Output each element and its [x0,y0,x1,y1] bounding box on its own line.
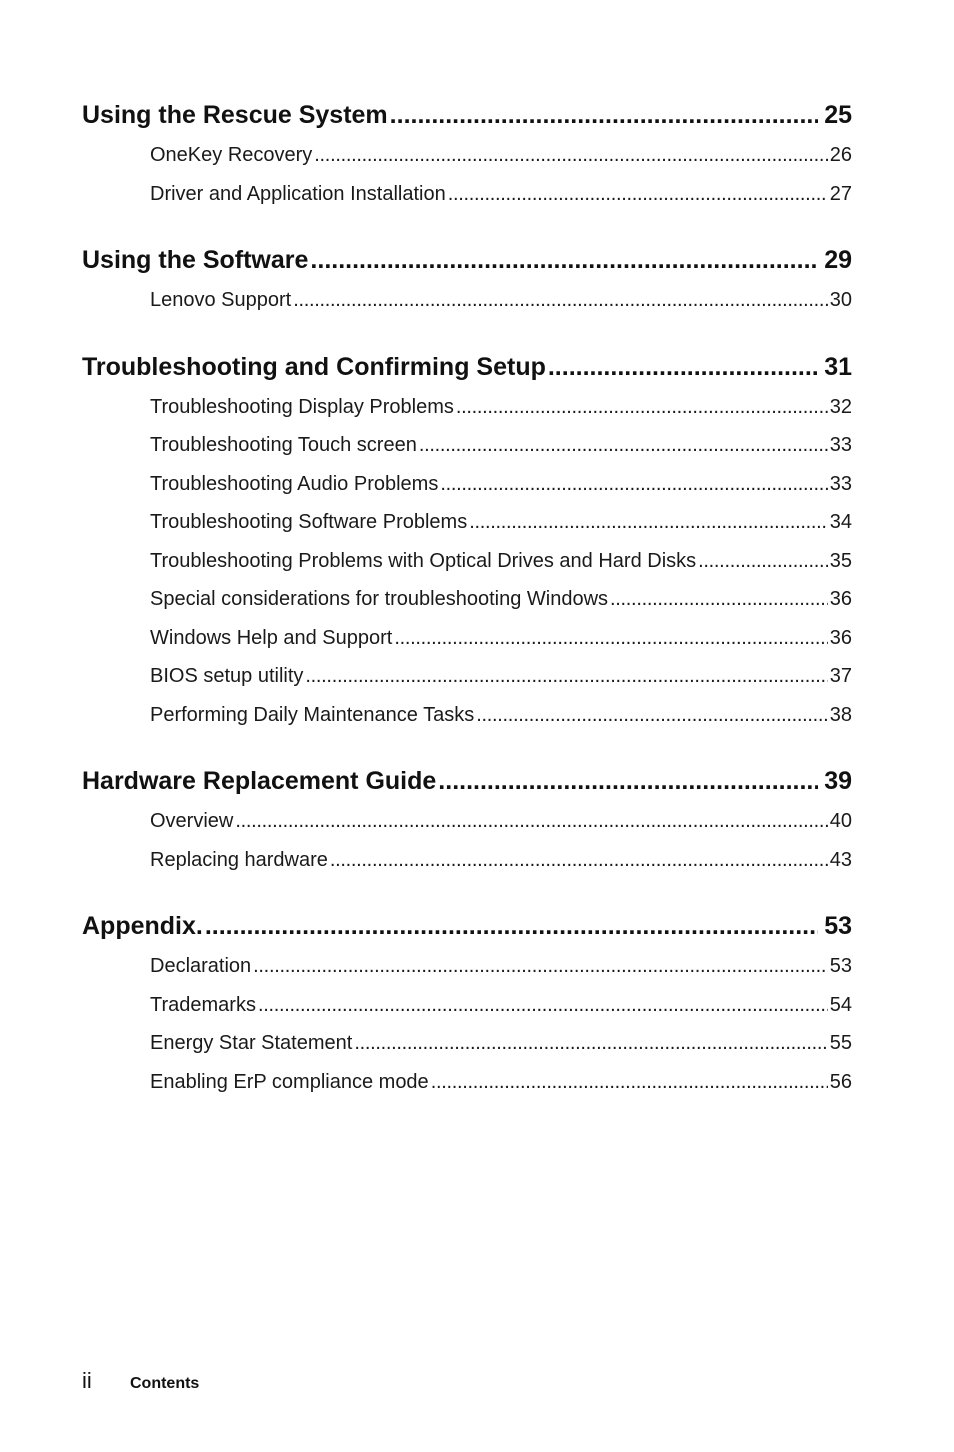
toc-chapter-row[interactable] [82,241,852,279]
dot-leader [235,802,827,841]
dot-leader [548,348,818,386]
dot-leader [293,281,828,320]
table-of-contents [82,96,852,1129]
dot-leader [431,1063,828,1102]
dot-leader [390,96,819,134]
chapter-page: 31 [824,352,852,381]
entry-title: Troubleshooting Display Problems [150,395,454,418]
entry-title: Troubleshooting Audio Problems [150,472,439,495]
toc-entry-row[interactable] [150,986,852,1025]
toc-entry-row[interactable] [150,1063,852,1102]
dot-leader [330,841,828,880]
dot-leader [394,619,827,658]
entry-page: 43 [829,848,852,871]
entry-page: 35 [829,549,852,572]
entry-page: 26 [829,144,852,166]
dot-leader [440,465,827,504]
toc-chapter-row[interactable] [82,907,852,945]
entry-page: 53 [829,955,852,977]
entry-title: Enabling ErP compliance mode [150,1070,429,1093]
entry-title: Energy Star Statement [150,1032,353,1054]
chapter-page: 29 [824,246,852,274]
entry-page: 36 [829,626,852,649]
toc-entry-row[interactable] [150,696,852,735]
entry-page: 33 [829,472,852,495]
dot-leader [354,1024,827,1063]
toc-entry-row[interactable] [150,580,852,619]
entry-title: Windows Help and Support [150,626,393,649]
entry-title: Declaration [150,955,252,977]
toc-entry-row[interactable] [150,426,852,465]
entry-title: Performing Daily Maintenance Tasks [150,703,475,726]
dot-leader [419,426,828,465]
toc-section [82,907,852,1101]
entry-page: 32 [829,395,852,418]
page-footer [82,1368,199,1394]
toc-section [82,762,852,879]
toc-entry-row[interactable] [150,657,852,696]
dot-leader [448,175,828,214]
entry-page: 56 [829,1070,852,1093]
toc-entry-row[interactable] [150,1024,852,1063]
entry-title: Troubleshooting Software Problems [150,511,468,533]
entry-page: 27 [829,182,852,205]
toc-chapter-row[interactable] [82,348,852,386]
dot-leader [469,503,828,542]
dot-leader [476,696,828,735]
entry-page: 36 [829,588,852,610]
toc-chapter-row[interactable] [82,762,852,800]
entry-title: Special considerations for troubleshooting Windows [150,588,609,610]
entry-page: 38 [829,703,852,726]
chapter-title: Using the Rescue System [82,101,388,129]
entry-page: 37 [829,665,852,687]
toc-entry-row[interactable] [150,947,852,986]
entry-title: Troubleshooting Problems with Optical Drives and Hard Disks [150,549,697,572]
footer-page-number: ii [82,1368,92,1393]
dot-leader [305,657,827,696]
entry-page: 55 [829,1032,852,1054]
footer-section-title: Contents [130,1375,200,1392]
chapter-page: 53 [824,912,852,940]
toc-entry-row[interactable] [150,175,852,214]
toc-entry-row[interactable] [150,802,852,841]
chapter-title: Using the Software [82,246,309,274]
dot-leader [205,907,818,945]
toc-entry-row[interactable] [150,388,852,427]
toc-entry-row[interactable] [150,542,852,581]
toc-entry-row[interactable] [150,281,852,320]
dot-leader [456,388,828,427]
chapter-page: 39 [824,767,852,795]
toc-section [82,241,852,320]
chapter-title: Appendix. [82,912,203,940]
toc-section [82,96,852,213]
dot-leader [314,136,827,175]
chapter-title: Troubleshooting and Confirming Setup [82,352,546,381]
dot-leader [610,580,828,619]
entry-title: Trademarks [150,993,256,1016]
toc-chapter-row[interactable] [82,96,852,134]
entry-page: 40 [829,810,852,832]
dot-leader [253,947,828,986]
toc-entry-row[interactable] [150,503,852,542]
toc-entry-row[interactable] [150,136,852,175]
entry-title: Overview [150,810,234,832]
entry-page: 33 [829,434,852,456]
entry-title: OneKey Recovery [150,144,313,166]
entry-title: Driver and Application Installation [150,182,446,205]
entry-title: BIOS setup utility [150,665,304,687]
entry-title: Replacing hardware [150,848,328,871]
entry-title: Lenovo Support [150,289,292,311]
dot-leader [438,762,818,800]
toc-entry-row[interactable] [150,619,852,658]
entry-page: 34 [829,511,852,533]
entry-page: 30 [829,289,852,311]
dot-leader [258,986,828,1025]
chapter-page: 25 [824,101,852,129]
toc-entry-row[interactable] [150,465,852,504]
toc-entry-row[interactable] [150,841,852,880]
toc-section [82,348,852,735]
entry-page: 54 [829,993,852,1016]
dot-leader [310,241,818,279]
entry-title: Troubleshooting Touch screen [150,434,417,456]
dot-leader [698,542,828,581]
chapter-title: Hardware Replacement Guide [82,767,437,795]
